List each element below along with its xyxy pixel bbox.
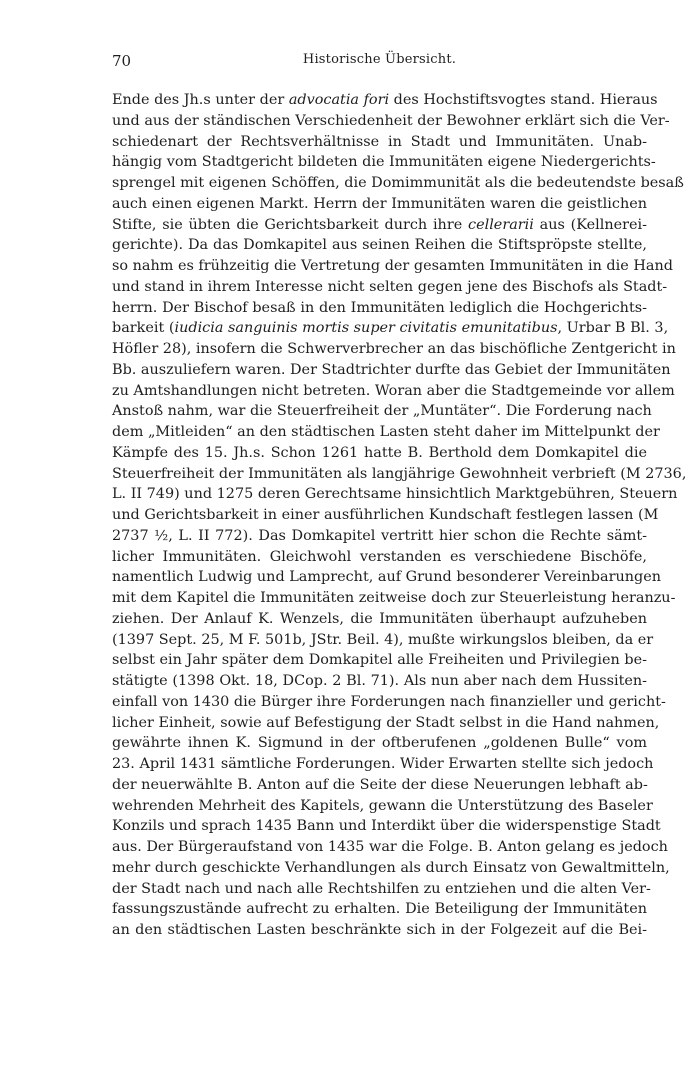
text-line: so nahm es frühzeitig die Vertretung der gesamten Immunitäten in die Hand	[112, 258, 673, 274]
text-line: und aus der ständischen Verschiedenheit der Bewohner erklärt sich die Ver-	[112, 112, 670, 129]
text-line: mit dem Kapitel die Immunitäten zeitweise doch zur Steuerleistung heranzu-	[112, 590, 676, 606]
text-line: Bb. auszuliefern waren. Der Stadtrichter durfte das Gebiet der Immunitäten	[112, 361, 671, 378]
text-line: namentlich Ludwig und Lamprecht, auf Grund besonderer Vereinbarungen	[112, 569, 662, 586]
text-line: der neuerwählte B. Anton auf die Seite der diese Neuerungen lebhaft ab-	[112, 776, 648, 793]
text-line: dem „Mitleiden“ an den städtischen Lasten steht daher im Mittelpunkt der	[112, 424, 660, 440]
text-line: gerichte). Da das Domkapitel aus seinen Reihen die Stiftspröpste stellte,	[112, 237, 647, 254]
text-line: wehrenden Mehrheit des Kapitels, gewann die Unterstützung des Baseler	[112, 797, 653, 814]
text-line: stätigte (1398 Okt. 18, DCop. 2 Bl. 71). Als nun aber nach dem Hussiten-	[112, 673, 647, 689]
text-line: barkeit (iudicia sanguinis mortis super civitatis emunitatibus, Urbar B Bl. 3,	[112, 320, 669, 337]
text-line: Konzils und sprach 1435 Bann und Interdikt über die widerspenstige Stadt	[112, 818, 661, 835]
text-line: auch einen eigenen Markt. Herrn der Immunitäten waren die geistlichen	[112, 195, 647, 212]
page-number: 70	[112, 52, 132, 70]
text-line: fassungszustände aufrecht zu erhalten. Die Beteiligung der Immunitäten	[112, 901, 647, 918]
text-line: hängig vom Stadtgericht bildeten die Immunitäten eigene Niedergerichts-	[112, 154, 656, 171]
text-line: L. II 749) und 1275 deren Gerechtsame hinsichtlich Marktgebühren, Steuern	[112, 486, 678, 503]
text-line: einfall von 1430 die Bürger ihre Forderungen nach finanzieller und gericht-	[112, 693, 666, 710]
text-line: der Stadt nach und nach alle Rechtshilfen zu entziehen und die alten Ver-	[112, 880, 651, 897]
text-line: Stifte, sie übten die Gerichtsbarkeit durch ihre cellerarii aus (Kellnerei-	[112, 216, 647, 233]
text-line: (1397 Sept. 25, M F. 501b, JStr. Beil. 4), mußte wirkungslos bleiben, da er	[112, 631, 654, 648]
text-line: 2737 ½, L. II 772). Das Domkapitel vertritt hier schon die Rechte sämt-	[112, 527, 647, 544]
text-line: Steuerfreiheit der Immunitäten als langjährige Gewohnheit verbrieft (M 2736,	[112, 465, 687, 482]
text-line: Höfler 28), insofern die Schwerverbrecher an das bischöfliche Zentgericht in	[112, 341, 676, 357]
text-line: gewährte ihnen K. Sigmund in der oftberufenen „goldenen Bulle“ vom	[112, 735, 647, 752]
text-line: mehr durch geschickte Verhandlungen als durch Einsatz von Gewaltmitteln,	[112, 859, 670, 876]
text-line: aus. Der Bürgeraufstand von 1435 war die Folge. B. Anton gelang es jedoch	[112, 839, 668, 855]
text-line: sprengel mit eigenen Schöffen, die Domimmunität als die bedeutendste besaß	[112, 175, 684, 191]
text-line: selbst ein Jahr später dem Domkapitel alle Freiheiten und Privilegien be-	[112, 652, 647, 669]
text-line: Kämpfe des 15. Jh.s. Schon 1261 hatte B. Berthold dem Domkapitel die	[112, 444, 647, 461]
body-text	[112, 90, 687, 941]
text-line: licher Immunitäten. Gleichwohl verstanden es verschiedene Bischöfe,	[112, 548, 647, 565]
text-line: ziehen. Der Anlauf K. Wenzels, die Immunitäten überhaupt aufzuheben	[112, 610, 647, 627]
text-line: und stand in ihrem Interesse nicht selten gegen jene des Bischofs als Stadt-	[112, 278, 668, 295]
page-header	[112, 52, 647, 72]
text-line: herrn. Der Bischof besaß in den Immunitäten lediglich die Hochgerichts-	[112, 299, 647, 316]
text-line: schiedenart der Rechtsverhältnisse in Stadt und Immunitäten. Unab-	[112, 133, 647, 150]
text-line: Ende des Jh.s unter der advocatia fori des Hochstiftsvogtes stand. Hieraus	[112, 92, 658, 108]
text-line: und Gerichtsbarkeit in einer ausführlichen Kundschaft festlegen lassen (M	[112, 507, 659, 523]
text-line: licher Einheit, sowie auf Befestigung der Stadt selbst in die Hand nahmen,	[112, 714, 660, 731]
text-line: Anstoß nahm, war die Steuerfreiheit der „Muntäter“. Die Forderung nach	[112, 403, 652, 420]
text-line: an den städtischen Lasten beschränkte sich in der Folgezeit auf die Bei-	[112, 922, 647, 938]
running-head: Historische Übersicht.	[302, 52, 457, 67]
text-line: zu Amtshandlungen nicht betreten. Woran aber die Stadtgemeinde vor allem	[112, 382, 675, 399]
text-line: 23. April 1431 sämtliche Forderungen. Wider Erwarten stellte sich jedoch	[112, 756, 654, 772]
